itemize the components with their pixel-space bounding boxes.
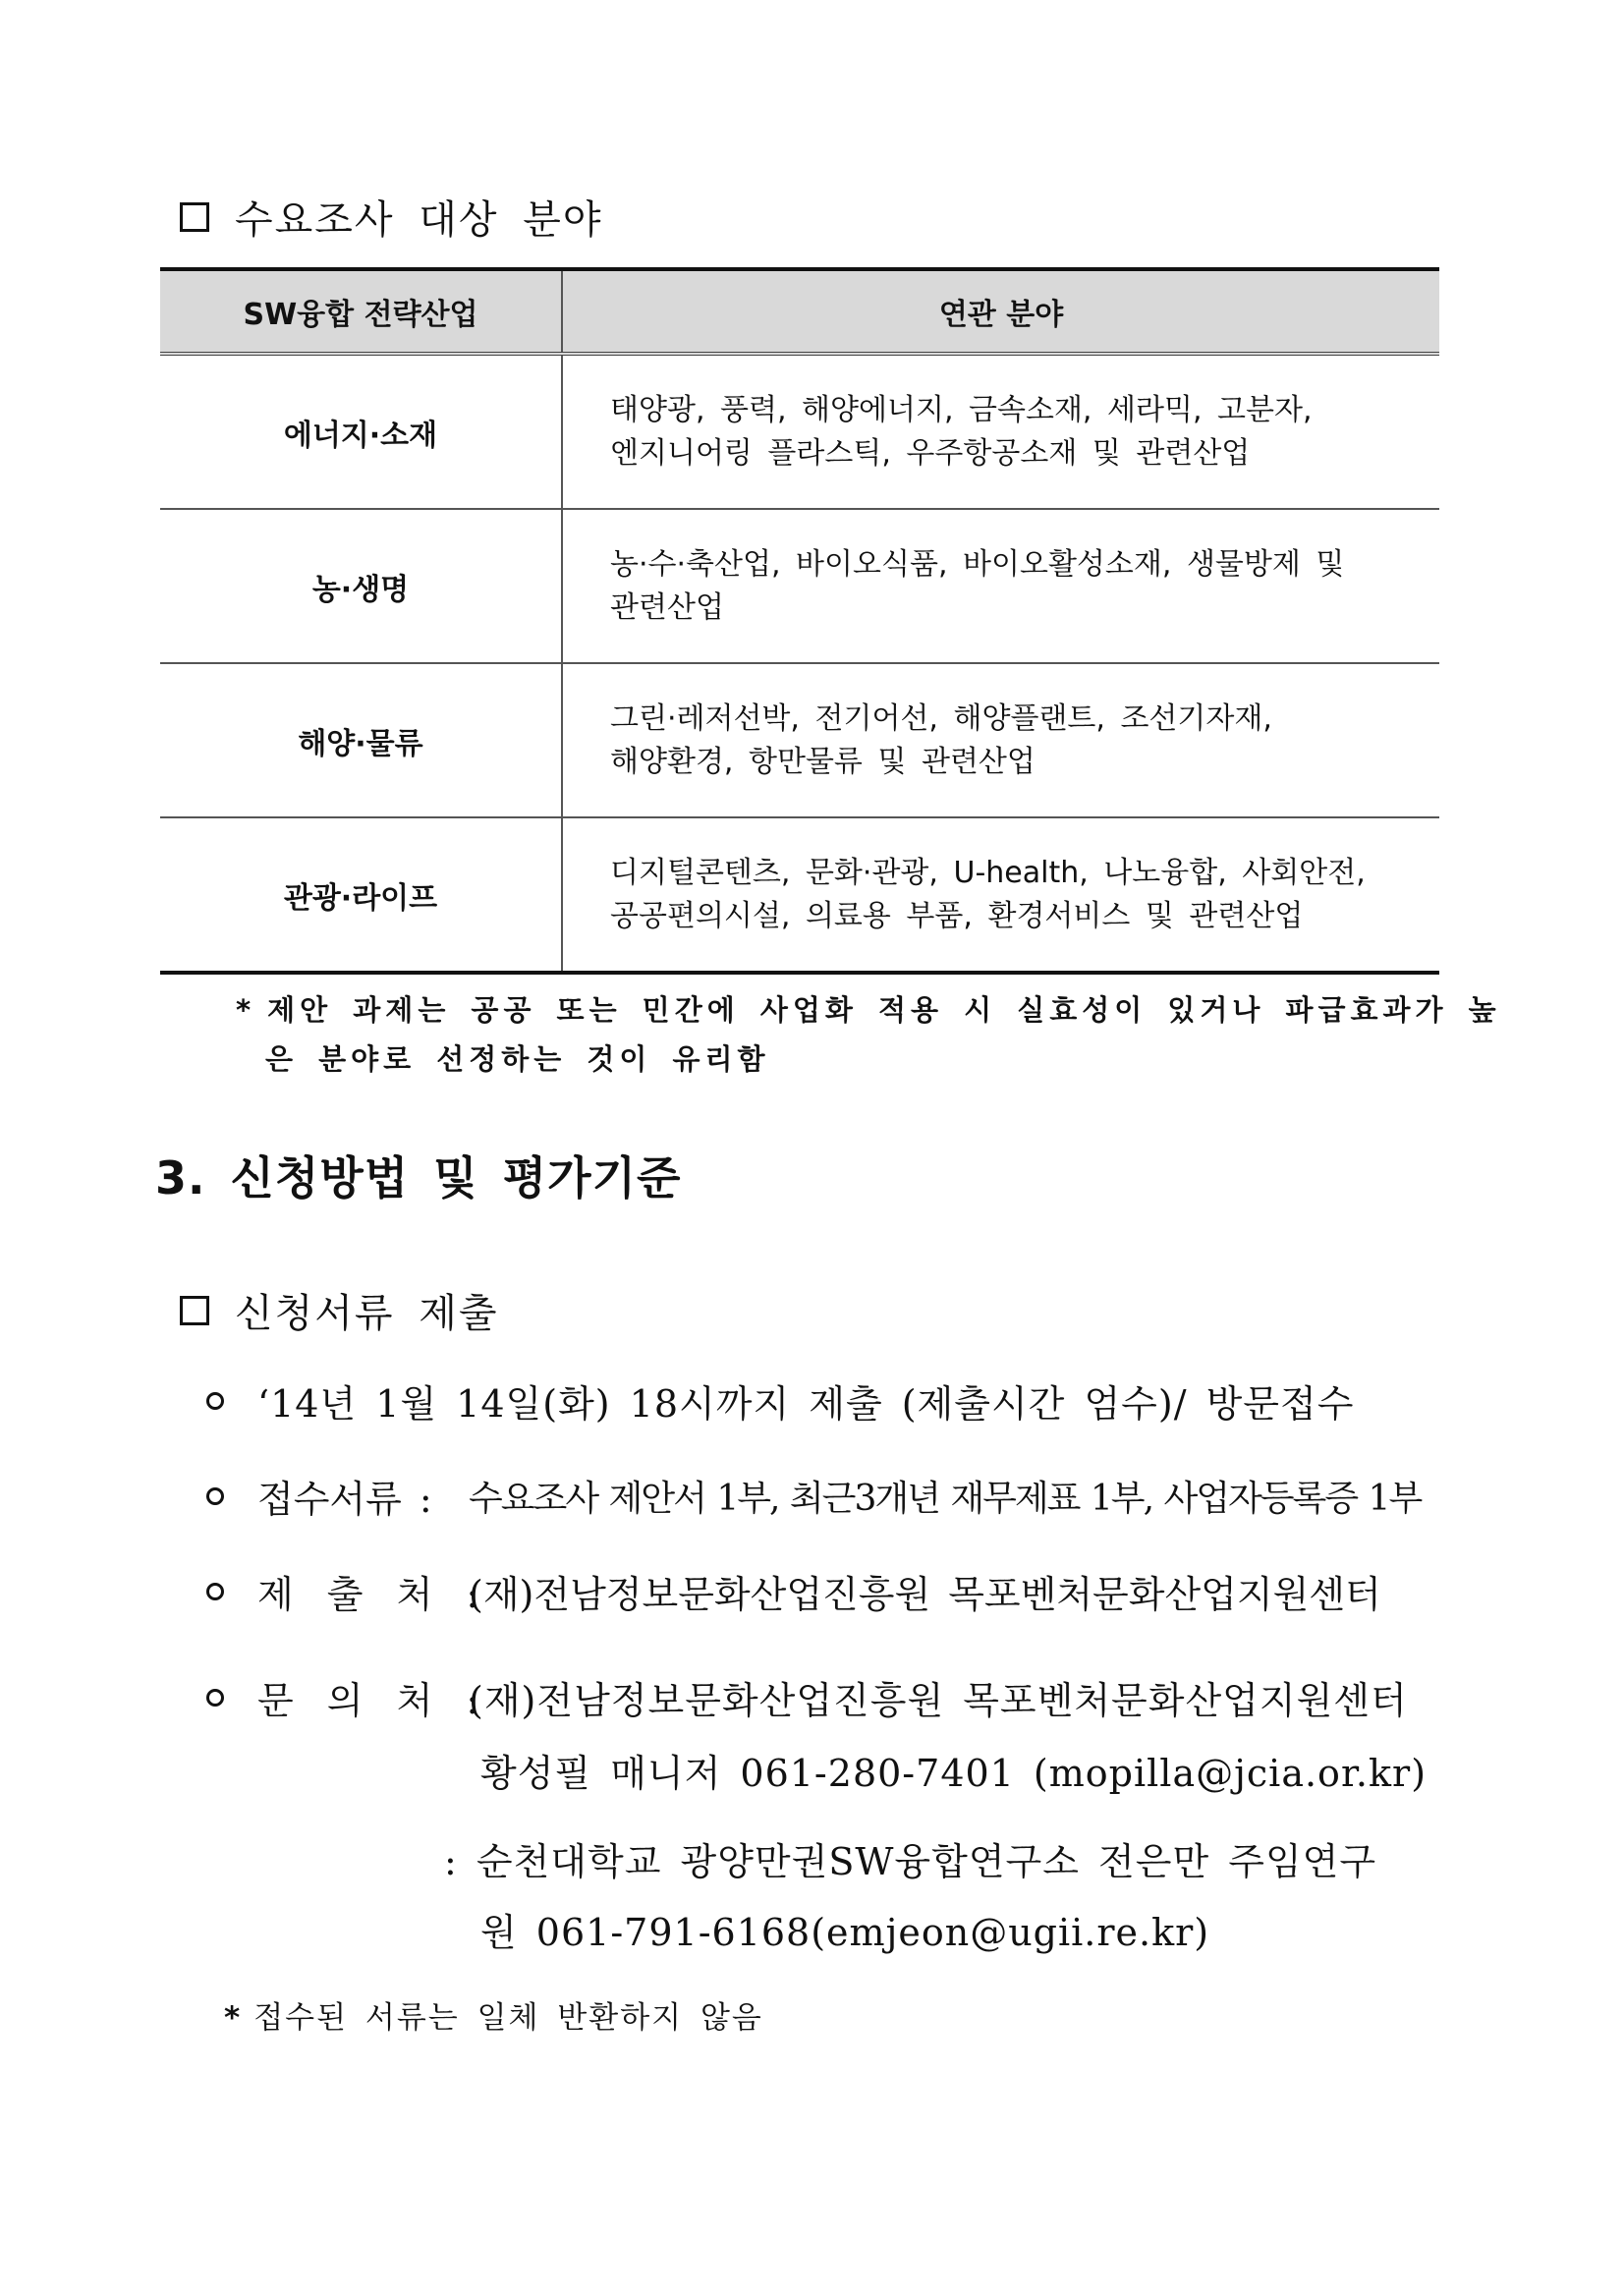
inquiry-value-1: (재)전남정보문화산업진흥원 목포벤처문화산업지원센터 — [469, 1679, 1408, 1722]
note-line-1: 제안 과제는 공공 또는 민간에 사업화 적용 시 실효성이 있거나 파급효과가 높 — [267, 993, 1501, 1027]
section-heading-survey-fields — [180, 189, 603, 245]
table-row — [160, 818, 1439, 975]
related-line: 태양광, 풍력, 해양에너지, 금속소재, 세라믹, 고분자, — [610, 392, 1313, 427]
submit-place-value: (재)전남정보문화산업진흥원 목포벤처문화산업지원센터 — [469, 1573, 1381, 1616]
documents-label: 접수서류 : — [257, 1478, 432, 1521]
circle-bullet-icon — [206, 1487, 224, 1505]
footnote — [224, 1992, 763, 2037]
table-cell-related — [563, 664, 1439, 816]
checkbox-square-icon — [180, 202, 209, 232]
bullet-submit-place — [206, 1564, 1381, 1618]
documents-value: 수요조사 제안서 1부, 최근3개년 재무제표 1부, 사업자등록증 1부 — [469, 1479, 1422, 1519]
footnote-text: 접수된 서류는 일체 반환하지 않음 — [253, 2000, 763, 2036]
deadline-text: ‘14년 1월 14일(화) 18시까지 제출 (제출시간 엄수)/ 방문접수 — [257, 1382, 1355, 1426]
footnote-marker: * — [224, 2000, 243, 2036]
note-line-2: 은 분야로 선정하는 것이 유리함 — [265, 1042, 770, 1076]
related-line: 관련산업 — [610, 589, 724, 625]
inquiry-label: 문 의 처 : — [257, 1679, 479, 1722]
table-header-related: 연관 분야 — [938, 298, 1064, 332]
related-line: 디지털콘텐츠, 문화·관광, U-health, 나노융합, 사회안전, — [610, 855, 1366, 890]
circle-bullet-icon — [206, 1583, 224, 1600]
note-marker: * — [236, 993, 256, 1027]
table-row — [160, 510, 1439, 664]
table-cell-industry: 농·생명 — [160, 510, 563, 662]
section-title: 신청서류 제출 — [235, 1291, 499, 1336]
table-row — [160, 664, 1439, 818]
related-line: 엔지니어링 플라스틱, 우주항공소재 및 관련산업 — [610, 435, 1251, 471]
section-title: 수요조사 대상 분야 — [235, 197, 603, 243]
survey-fields-table — [160, 267, 1439, 975]
checkbox-square-icon — [180, 1296, 209, 1325]
table-cell-industry: 해양·물류 — [160, 664, 563, 816]
table-cell-industry: 에너지·소재 — [160, 356, 563, 508]
table-note-continued — [265, 1035, 770, 1084]
inquiry-contact-2: : 순천대학교 광양만권SW융합연구소 전은만 주임연구 — [444, 1840, 1377, 1883]
table-header-industry: SW융합 전략산업 — [160, 271, 563, 352]
related-line: 그린·레저선박, 전기어선, 해양플랜트, 조선기자재, — [610, 700, 1272, 736]
table-cell-related — [563, 356, 1439, 508]
section-3-heading: 3. 신청방법 및 평가기준 — [155, 1151, 682, 1204]
circle-bullet-icon — [206, 1392, 224, 1410]
bullet-inquiry — [206, 1670, 1408, 1724]
related-line: 해양환경, 항만물류 및 관련산업 — [610, 744, 1036, 779]
table-row — [160, 356, 1439, 510]
related-line: 공공편의시설, 의료용 부품, 환경서비스 및 관련산업 — [610, 898, 1304, 933]
bullet-documents — [206, 1469, 1421, 1523]
table-cell-industry: 관광·라이프 — [160, 818, 563, 971]
table-cell-related — [563, 818, 1439, 971]
section-heading-submission — [180, 1282, 499, 1338]
table-cell-related — [563, 510, 1439, 662]
submit-place-label: 제 출 처 : — [257, 1573, 479, 1616]
inquiry-contact-2-continued: 원 061-791-6168(emjeon@ugii.re.kr) — [480, 1911, 1210, 1954]
related-line: 농·수·축산업, 바이오식품, 바이오활성소재, 생물방제 및 — [610, 546, 1345, 582]
table-header-row — [160, 271, 1439, 356]
bullet-deadline — [206, 1373, 1354, 1428]
circle-bullet-icon — [206, 1689, 224, 1707]
table-note — [236, 985, 1501, 1035]
inquiry-contact-1: 황성필 매니저 061-280-7401 (mopilla@jcia.or.kr) — [480, 1752, 1428, 1795]
